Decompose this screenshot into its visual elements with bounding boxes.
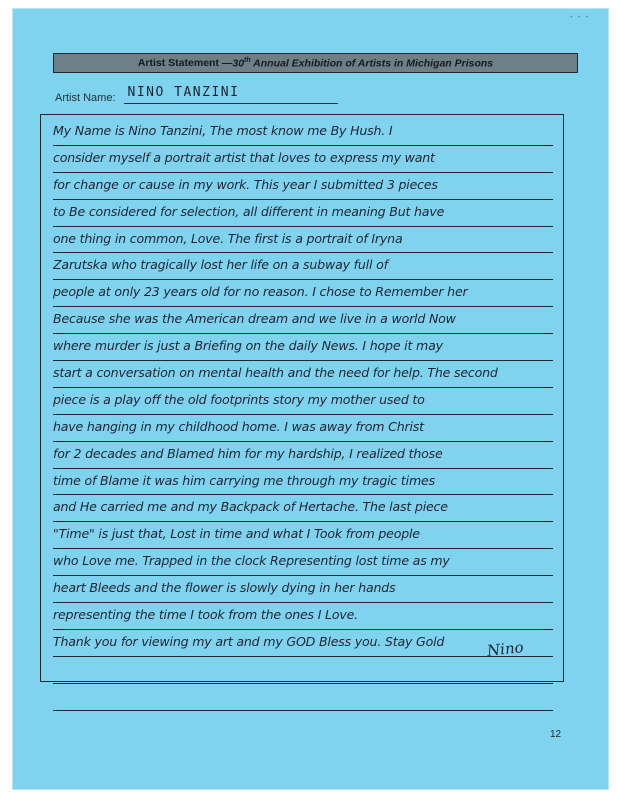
statement-line: representing the time I took from the ones I Love. [53,603,553,630]
page-number: 12 [550,729,562,740]
statement-line: to Be considered for selection, all different in meaning But have [53,200,553,227]
statement-lines [53,119,553,711]
statement-line: Zarutska who tragically lost her life on a subway full of [53,253,553,280]
statement-line: have hanging in my childhood home. I was away from Christ [53,415,553,442]
statement-line: consider myself a portrait artist that loves to express my want [53,146,553,173]
statement-line: and He carried me and my Backpack of Hertache. The last piece [53,495,553,522]
statement-box [40,114,564,682]
statement-line: "Time" is just that, Lost in time and what I Took from people [53,522,553,549]
statement-line: time of Blame it was him carrying me through my tragic times [53,469,553,496]
header-prefix: Artist Statement — [137,57,233,69]
statement-line: people at only 23 years old for no reason. I chose to Remember her [53,280,553,307]
signature: Nino [486,638,525,660]
scan-mark: • • • [570,15,590,21]
statement-line: heart Bleeds and the flower is slowly dying in her hands [53,576,553,603]
header-ordinal-number: 30 [232,57,245,70]
artist-name-row [55,84,338,104]
statement-line: piece is a play off the old footprints story my mother used to [53,388,553,415]
statement-line: for 2 decades and Blamed him for my hardship, I realized those [53,442,553,469]
statement-line: who Love me. Trapped in the clock Representing lost time as my [53,549,553,576]
artist-name-label: Artist Name: [55,92,116,104]
statement-line: start a conversation on mental health and the need for help. The second [53,361,553,388]
statement-line [53,657,553,684]
header-ordinal-suffix: th [244,56,251,64]
statement-line: Because she was the American dream and we live in a world Now [53,307,553,334]
statement-line [53,684,553,711]
header-suffix: Annual Exhibition of Artists in Michigan Prisons [250,57,494,70]
statement-line: for change or cause in my work. This year I submitted 3 pieces [53,173,553,200]
header-title [53,53,578,73]
statement-line: My Name is Nino Tanzini, The most know me By Hush. I [53,119,553,146]
artist-name-value: NINO TANZINI [124,85,338,104]
statement-line: where murder is just a Briefing on the daily News. I hope it may [53,334,553,361]
statement-line: Thank you for viewing my art and my GOD Bless you. Stay Gold [53,630,553,657]
statement-line: one thing in common, Love. The first is a portrait of Iryna [53,227,553,254]
